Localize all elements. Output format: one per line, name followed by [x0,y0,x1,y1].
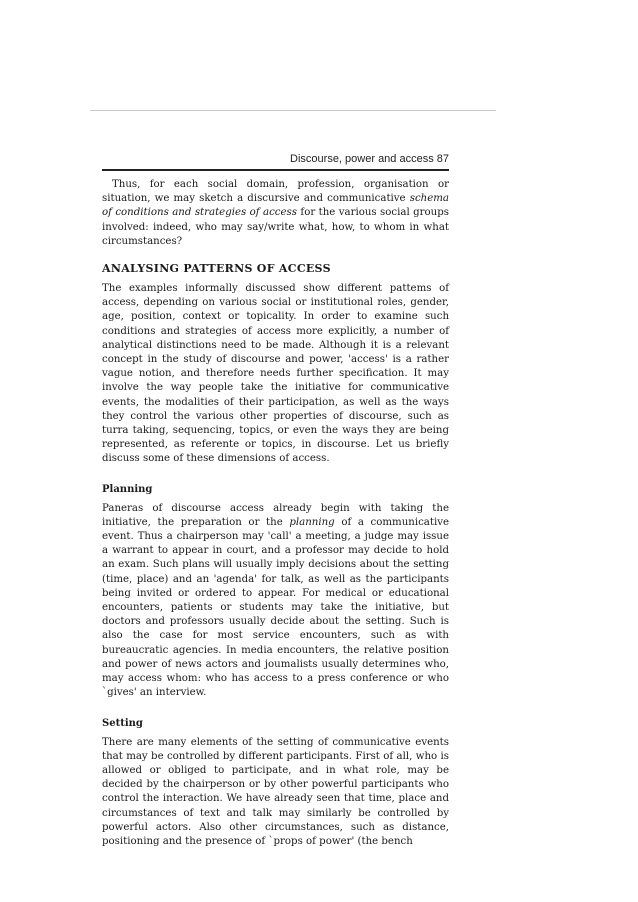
page-body [102,178,449,849]
section-heading: ANALYSING PATTERNS OF ACCESS [102,262,331,276]
section-paragraph: The examples informally discussed show different pattems of access, depending on various social or institutional roles, gender, age, position, context or topicality. In order to examine such conditions and strategies of access more explicitly, a number of analytical distinctions need to be made. Although it is a relevant concept in the study of discourse and power, 'access' is a rather vague notion, and therefore needs further specification. It may involve the way people take the initiative for communicative events, the modalities of their participation, as well as the ways they control the various other properties of discourse, such as turra taking, sequencing, topics, or even the ways they are being represented, as referente or topics, in discourse. Let us briefly discuss some of these dimensions of access. [102,283,449,465]
planning-italic-term: planning [289,516,335,528]
intro-text-start: Thus, for each social domain, profession, organisation or situation, we may sketch a discursive and communicative [102,179,449,205]
planning-text-end: of a communicative event. Thus a chairperson may 'call' a meeting, a judge may issue a warrant to appear in court, and a professor may decide to hold an exam. Such plans will usually imply decisions about the setting (time, place) and an 'agenda' for talk, as well as the participants being invited or ordered to appear. For medical or educational encounters, patients or students may take the initiative, but doctors and professors usually decide about the setting. Such is also the case for most service encounters, such as with bureaucratic agencies. In media encounters, the relative position and power of news actors and joumalists usually determines who, may access whom: who has access to a press conference or who `gives' an interview. [102,516,449,699]
planning-text-start: Paneras of discourse access already begin with taking the initiative, the preparation or the [102,502,449,528]
running-head: Discourse, power and access 87 [290,153,449,165]
planning-paragraph [102,502,449,701]
subheading-planning: Planning [102,483,153,495]
intro-italic-term: schema of conditions and strategies of access [102,193,449,219]
top-divider [90,110,496,111]
intro-paragraph [102,178,449,249]
intro-text-end: for the various social groups involved: indeed, who may say/write what, how, to whom in what circumstances? [102,207,449,247]
header-rule [102,169,449,171]
subheading-setting: Setting [102,717,143,729]
setting-paragraph: There are many elements of the setting of communicative events that may be controlled by different participants. First of all, who is allowed or obliged to participate, and in what role, may be decided by the chairperson or by other powerful participants who control the interaction. We have already seen that time, place and circumstances of text and talk may similarly be controlled by powerful actors. Also other circumstances, such as distance, positioning and the presence of `props of power' (the bench [102,736,449,847]
